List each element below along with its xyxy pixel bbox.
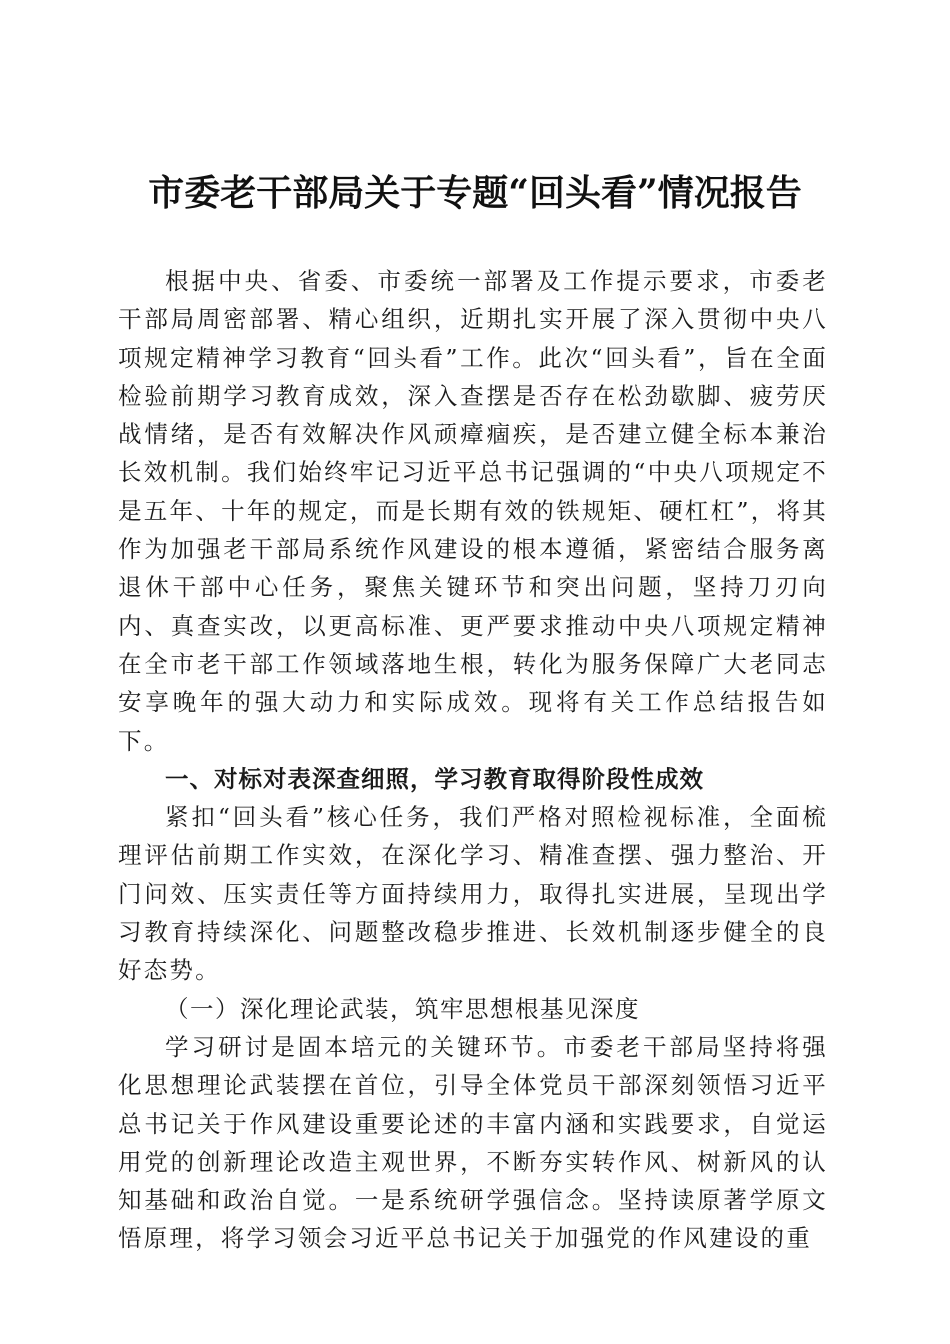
- subsection-1-paragraph: 学习研讨是固本培元的关键环节。市委老干部局坚持将强化思想理论武装摆在首位，引导全体党员干部深刻领悟习近平总书记关于作风建设重要论述的丰富内涵和实践要求，自觉运用党的创新理论改造主观世界，不断夯实转作风、树新风的认知基础和政治自觉。一是系统研学强信念。坚持读原著学原文悟原理，将学习领会习近平总书记关于加强党的作风建设的重: [118, 1032, 828, 1253]
- intro-paragraph: 根据中央、省委、市委统一部署及工作提示要求，市委老干部局周密部署、精心组织，近期扎实开展了深入贯彻中央八项规定精神学习教育“回头看”工作。此次“回头看”，旨在全面检验前期学习教育成效，深入查摆是否存在松劲歇脚、疲劳厌战情绪，是否有效解决作风顽瘴痼疾，是否建立健全标本兼治长效机制。我们始终牢记习近平总书记强调的“中央八项规定不是五年、十年的规定，而是长期有效的铁规矩、硬杠杠”，将其作为加强老干部局系统作风建设的根本遵循，紧密结合服务离退休干部中心任务，聚焦关键环节和突出问题，坚持刀刃向内、真查实改，以更高标准、更严要求推动中央八项规定精神在全市老干部工作领域落地生根，转化为服务保障广大老同志安享晚年的强大动力和实际成效。现将有关工作总结报告如下。: [118, 267, 828, 755]
- document-body: [118, 262, 828, 1258]
- document-title: 市委老干部局关于专题“回头看”情况报告: [148, 172, 802, 214]
- section-1-paragraph: 紧扣“回头看”核心任务，我们严格对照检视标准，全面梳理评估前期工作实效，在深化学习、精准查摆、强力整治、开门问效、压实责任等方面持续用力，取得扎实进展，呈现出学习教育持续深化、问题整改稳步推进、长效机制逐步健全的良好态势。: [118, 803, 828, 985]
- section-heading-1: 一、对标对表深查细照，学习教育取得阶段性成效: [165, 764, 704, 793]
- subsection-heading-1: （一）深化理论武装，筑牢思想根基见深度: [165, 994, 640, 1023]
